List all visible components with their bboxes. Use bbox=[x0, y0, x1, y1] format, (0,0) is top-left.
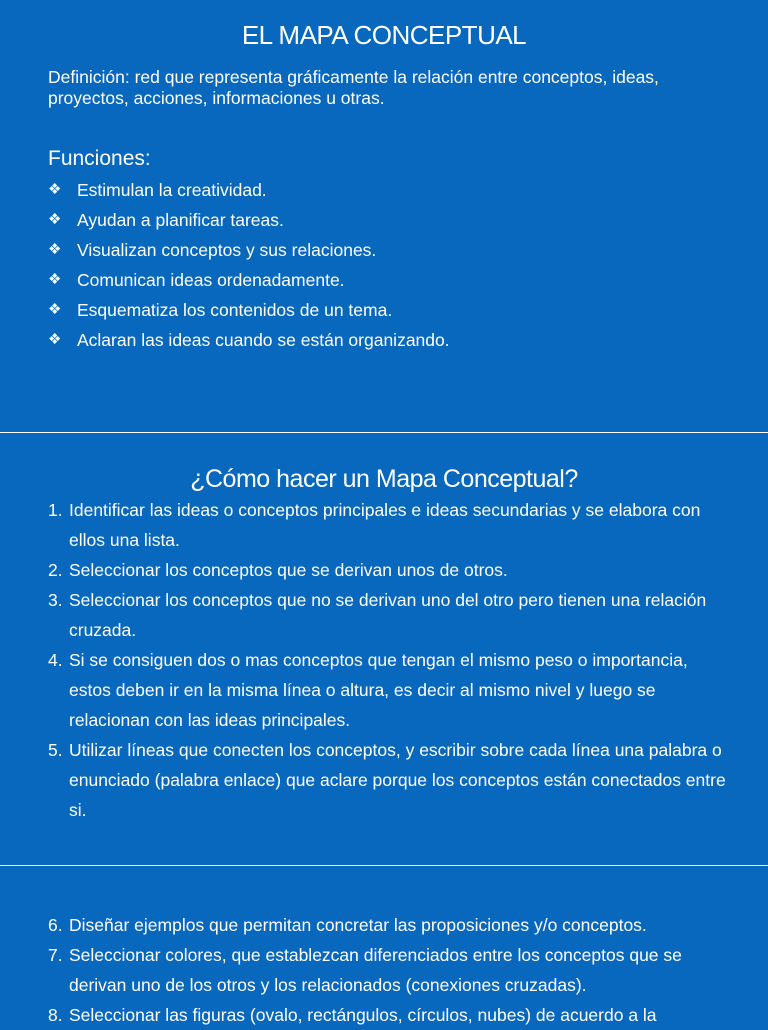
function-item-text: Estimulan la creatividad. bbox=[77, 180, 267, 200]
steps-list bbox=[48, 910, 728, 1030]
step-item bbox=[48, 555, 728, 585]
step-item bbox=[48, 735, 728, 825]
slide-how-to-continued bbox=[0, 866, 768, 1024]
function-item bbox=[48, 205, 450, 235]
function-item bbox=[48, 295, 450, 325]
step-text: Seleccionar colores, que establezcan diferenciados entre los conceptos que se derivan uno de los otros y los relacionados (conexiones cruzadas). bbox=[69, 945, 682, 995]
step-text: Seleccionar los conceptos que se derivan unos de otros. bbox=[69, 560, 508, 580]
step-number: 8. bbox=[48, 1005, 63, 1025]
function-item bbox=[48, 265, 450, 295]
step-number: 1. bbox=[48, 500, 63, 520]
step-number: 2. bbox=[48, 560, 63, 580]
slide-how-to bbox=[0, 433, 768, 865]
diamond-bullet-icon: ❖ bbox=[48, 301, 62, 318]
step-text: Utilizar líneas que conecten los conceptos, y escribir sobre cada línea una palabra o enunciado (palabra enlace) que aclare porque los conceptos están conectados entre si. bbox=[69, 740, 726, 820]
slide-definition bbox=[0, 0, 768, 432]
step-item bbox=[48, 1000, 728, 1030]
step-item bbox=[48, 940, 728, 1000]
step-number: 6. bbox=[48, 915, 63, 935]
function-item bbox=[48, 325, 450, 355]
step-number: 3. bbox=[48, 590, 63, 610]
step-text: Si se consiguen dos o mas conceptos que tengan el mismo peso o importancia, estos deben ir en la misma línea o altura, es decir al mismo nivel y luego se relacionan con las ideas principales. bbox=[69, 650, 688, 730]
function-item-text: Ayudan a planificar tareas. bbox=[77, 210, 284, 230]
step-item bbox=[48, 585, 728, 645]
step-text: Diseñar ejemplos que permitan concretar las proposiciones y/o conceptos. bbox=[69, 915, 647, 935]
definition-text: Definición: red que representa gráficamente la relación entre conceptos, ideas, proyectos, acciones, informaciones u otras. bbox=[48, 67, 659, 108]
function-item-text: Aclaran las ideas cuando se están organizando. bbox=[77, 330, 450, 350]
functions-list bbox=[48, 175, 450, 355]
step-item bbox=[48, 645, 728, 735]
functions-heading: Funciones: bbox=[48, 147, 151, 170]
slide-title: EL MAPA CONCEPTUAL bbox=[241, 20, 527, 50]
function-item bbox=[48, 235, 450, 265]
step-text: Identificar las ideas o conceptos principales e ideas secundarias y se elabora con ellos una lista. bbox=[69, 500, 701, 550]
diamond-bullet-icon: ❖ bbox=[48, 271, 62, 288]
step-item bbox=[48, 910, 728, 940]
diamond-bullet-icon: ❖ bbox=[48, 331, 62, 348]
function-item-text: Esquematiza los contenidos de un tema. bbox=[77, 300, 393, 320]
step-text: Seleccionar las figuras (ovalo, rectángulos, círculos, nubes) de acuerdo a la bbox=[69, 1005, 657, 1025]
step-text: Seleccionar los conceptos que no se derivan uno del otro pero tienen una relación cruzada. bbox=[69, 590, 707, 640]
function-item bbox=[48, 175, 450, 205]
step-number: 5. bbox=[48, 740, 63, 760]
function-item-text: Visualizan conceptos y sus relaciones. bbox=[77, 240, 377, 260]
diamond-bullet-icon: ❖ bbox=[48, 181, 62, 198]
diamond-bullet-icon: ❖ bbox=[48, 211, 62, 228]
steps-list bbox=[48, 495, 728, 825]
step-number: 4. bbox=[48, 650, 63, 670]
function-item-text: Comunican ideas ordenadamente. bbox=[77, 270, 345, 290]
diamond-bullet-icon: ❖ bbox=[48, 241, 62, 258]
step-number: 7. bbox=[48, 945, 63, 965]
step-item bbox=[48, 495, 728, 555]
slide-title: ¿Cómo hacer un Mapa Conceptual? bbox=[190, 465, 578, 493]
